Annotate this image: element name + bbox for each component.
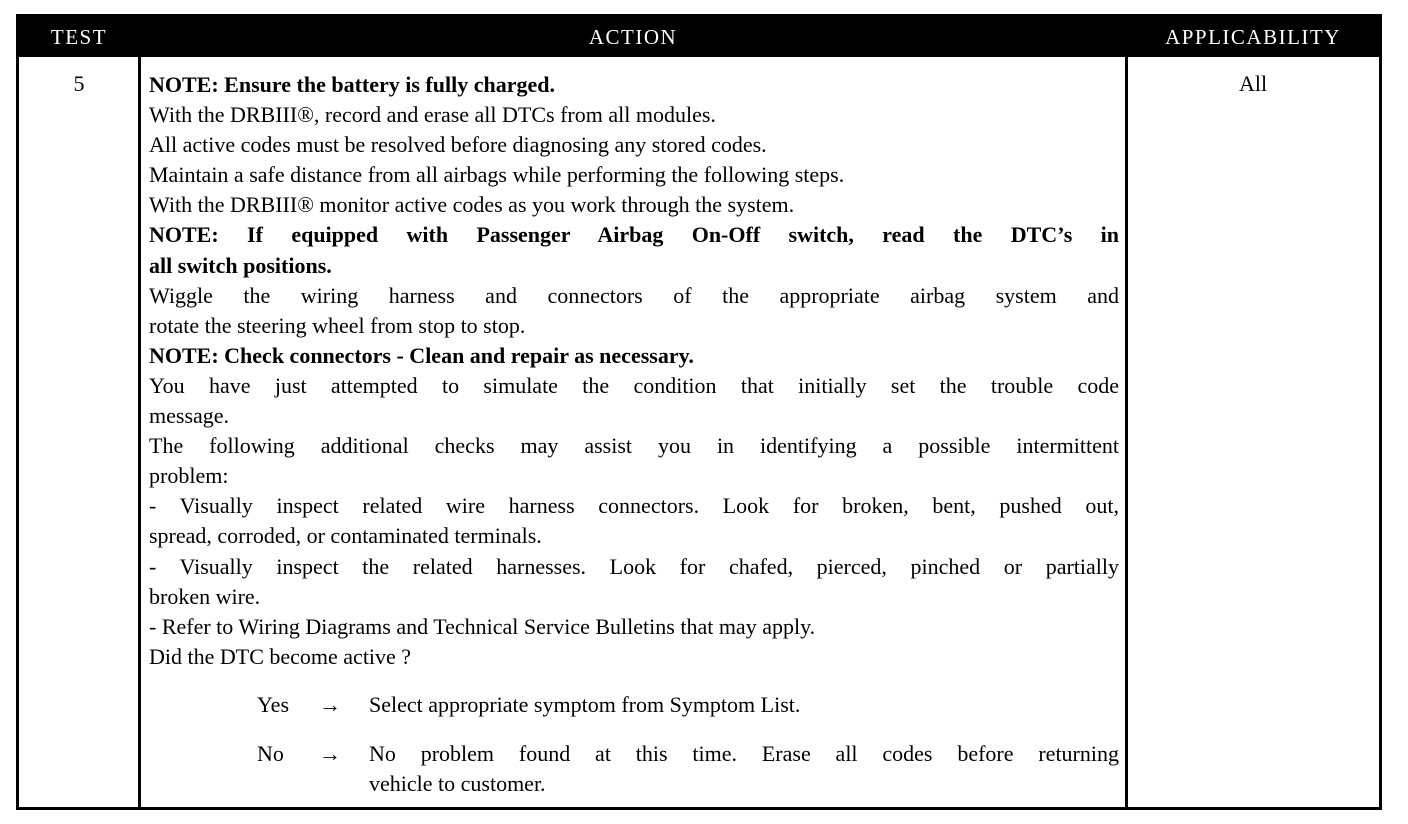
header-applicability: APPLICABILITY [1165,25,1341,49]
action-line: Maintain a safe distance from all airbags while performing the following steps. [149,162,845,188]
no-result-line: vehicle to customer. [369,771,546,797]
action-line: All active codes must be resolved before diagnosing any stored codes. [149,132,767,158]
no-result-text [369,739,1119,799]
action-note-switch-cont: all switch positions. [149,252,332,278]
action-line: Wiggle the wiring harness and connectors of the appropriate airbag system and [149,282,1119,308]
action-line: With the DRBIII® monitor active codes as you work through the system. [149,192,795,218]
column-divider [138,57,141,807]
action-note-battery: NOTE: Ensure the battery is fully charged. [149,72,555,97]
action-line: problem: [149,463,229,489]
yes-label: Yes [257,692,290,717]
arrow-right-icon: → [319,692,341,717]
action-line: rotate the steering wheel from stop to stop. [149,312,526,338]
action-line: With the DRBIII®, record and erase all DTCs from all modules. [149,102,716,128]
test-number: 5 [73,71,85,96]
yes-result-text: Select appropriate symptom from Symptom List. [369,692,801,717]
action-line: - Visually inspect the related harnesses. Look for chafed, pierced, pinched or partially [149,553,1119,579]
action-question: Did the DTC become active ? [149,643,412,669]
no-result-line: No problem found at this time. Erase all codes before returning [369,741,1119,766]
header-test: TEST [50,25,108,49]
action-line: spread, corroded, or contaminated terminals. [149,523,542,549]
table-header [19,17,1379,57]
column-divider [1125,57,1128,807]
applicability-value: All [1238,71,1268,96]
no-label: No [257,741,284,766]
diagnostic-test-table [16,14,1382,810]
action-text [149,70,1119,672]
action-note-switch: NOTE: If equipped with Passenger Airbag On-Off switch, read the DTC’s in [149,222,1119,248]
action-line: message. [149,403,230,429]
header-action: ACTION [588,25,678,49]
action-line: broken wire. [149,583,261,609]
action-note-connectors: NOTE: Check connectors - Clean and repair as necessary. [149,342,694,368]
action-line: The following additional checks may assist you in identifying a possible intermittent [149,433,1119,459]
action-line: You have just attempted to simulate the condition that initially set the trouble code [149,372,1119,398]
action-line: - Refer to Wiring Diagrams and Technical Service Bulletins that may apply. [149,613,816,639]
arrow-right-icon: → [319,741,341,766]
action-line: - Visually inspect related wire harness connectors. Look for broken, bent, pushed out, [149,493,1119,519]
